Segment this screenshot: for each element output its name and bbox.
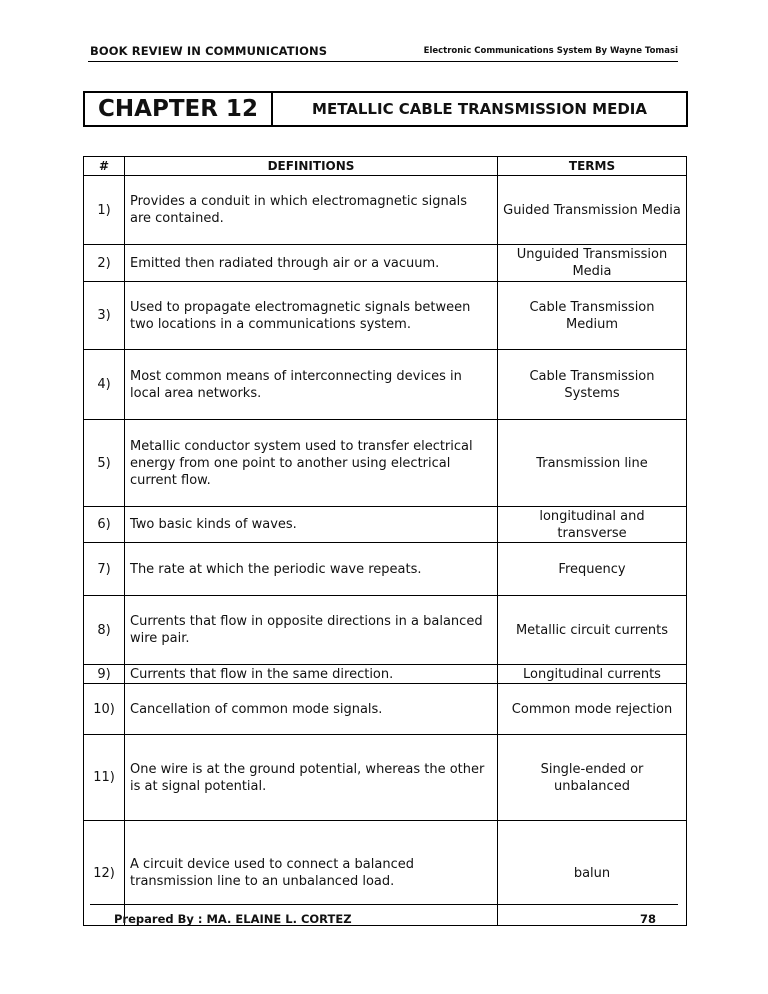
- row-number: 3): [84, 282, 125, 350]
- row-definition: One wire is at the ground potential, whereas the other is at signal potential.: [125, 735, 498, 821]
- row-term: Metallic circuit currents: [498, 596, 687, 665]
- row-number: 8): [84, 596, 125, 665]
- row-definition: Currents that flow in the same direction.: [125, 665, 498, 684]
- table-row: [84, 507, 687, 543]
- row-term: Single-ended or unbalanced: [498, 735, 687, 821]
- table-row: [84, 543, 687, 596]
- row-definition: Currents that flow in opposite directions in a balanced wire pair.: [125, 596, 498, 665]
- row-definition: The rate at which the periodic wave repeats.: [125, 543, 498, 596]
- table-row: [84, 596, 687, 665]
- table-row: [84, 821, 687, 926]
- chapter-banner: [83, 91, 688, 127]
- definitions-table: [83, 156, 687, 926]
- footer-author: Prepared By : MA. ELAINE L. CORTEZ: [114, 912, 352, 926]
- header-book-title: BOOK REVIEW IN COMMUNICATIONS: [90, 44, 328, 58]
- table-row: [84, 245, 687, 282]
- column-header-number: #: [84, 157, 125, 176]
- row-definition: Provides a conduit in which electromagnetic signals are contained.: [125, 176, 498, 245]
- row-term: Longitudinal currents: [498, 665, 687, 684]
- table-row: [84, 420, 687, 507]
- row-number: 7): [84, 543, 125, 596]
- row-term: Guided Transmission Media: [498, 176, 687, 245]
- row-term: Unguided Transmission Media: [498, 245, 687, 282]
- row-term: Common mode rejection: [498, 684, 687, 735]
- row-number: 10): [84, 684, 125, 735]
- header-divider: [88, 61, 678, 62]
- table-row: [84, 176, 687, 245]
- footer-divider: [90, 904, 678, 905]
- table-row: [84, 282, 687, 350]
- table-row: [84, 735, 687, 821]
- table-row: [84, 665, 687, 684]
- chapter-title: METALLIC CABLE TRANSMISSION MEDIA: [312, 100, 647, 118]
- column-header-definitions: DEFINITIONS: [125, 157, 498, 176]
- table-header-row: [84, 157, 687, 176]
- row-number: 9): [84, 665, 125, 684]
- row-term: longitudinal and transverse: [498, 507, 687, 543]
- row-definition: Cancellation of common mode signals.: [125, 684, 498, 735]
- row-number: 1): [84, 176, 125, 245]
- chapter-number: CHAPTER 12: [85, 93, 273, 125]
- row-term: Transmission line: [498, 420, 687, 507]
- row-term: balun: [498, 821, 687, 926]
- row-number: 4): [84, 350, 125, 420]
- row-definition: Metallic conductor system used to transfer electrical energy from one point to another using electrical current flow.: [125, 420, 498, 507]
- row-definition: Used to propagate electromagnetic signals between two locations in a communications system.: [125, 282, 498, 350]
- table-row: [84, 684, 687, 735]
- row-number: 6): [84, 507, 125, 543]
- column-header-terms: TERMS: [498, 157, 687, 176]
- row-definition: A circuit device used to connect a balanced transmission line to an unbalanced load.: [125, 821, 498, 926]
- row-number: 2): [84, 245, 125, 282]
- row-term: Frequency: [498, 543, 687, 596]
- header-source: Electronic Communications System By Wayne Tomasi: [423, 46, 678, 56]
- row-term: Cable Transmission Systems: [498, 350, 687, 420]
- row-number: 12): [84, 821, 125, 926]
- row-term: Cable Transmission Medium: [498, 282, 687, 350]
- row-number: 5): [84, 420, 125, 507]
- row-definition: Most common means of interconnecting devices in local area networks.: [125, 350, 498, 420]
- table-row: [84, 350, 687, 420]
- row-definition: Emitted then radiated through air or a vacuum.: [125, 245, 498, 282]
- row-definition: Two basic kinds of waves.: [125, 507, 498, 543]
- row-number: 11): [84, 735, 125, 821]
- page-number: 78: [640, 912, 657, 926]
